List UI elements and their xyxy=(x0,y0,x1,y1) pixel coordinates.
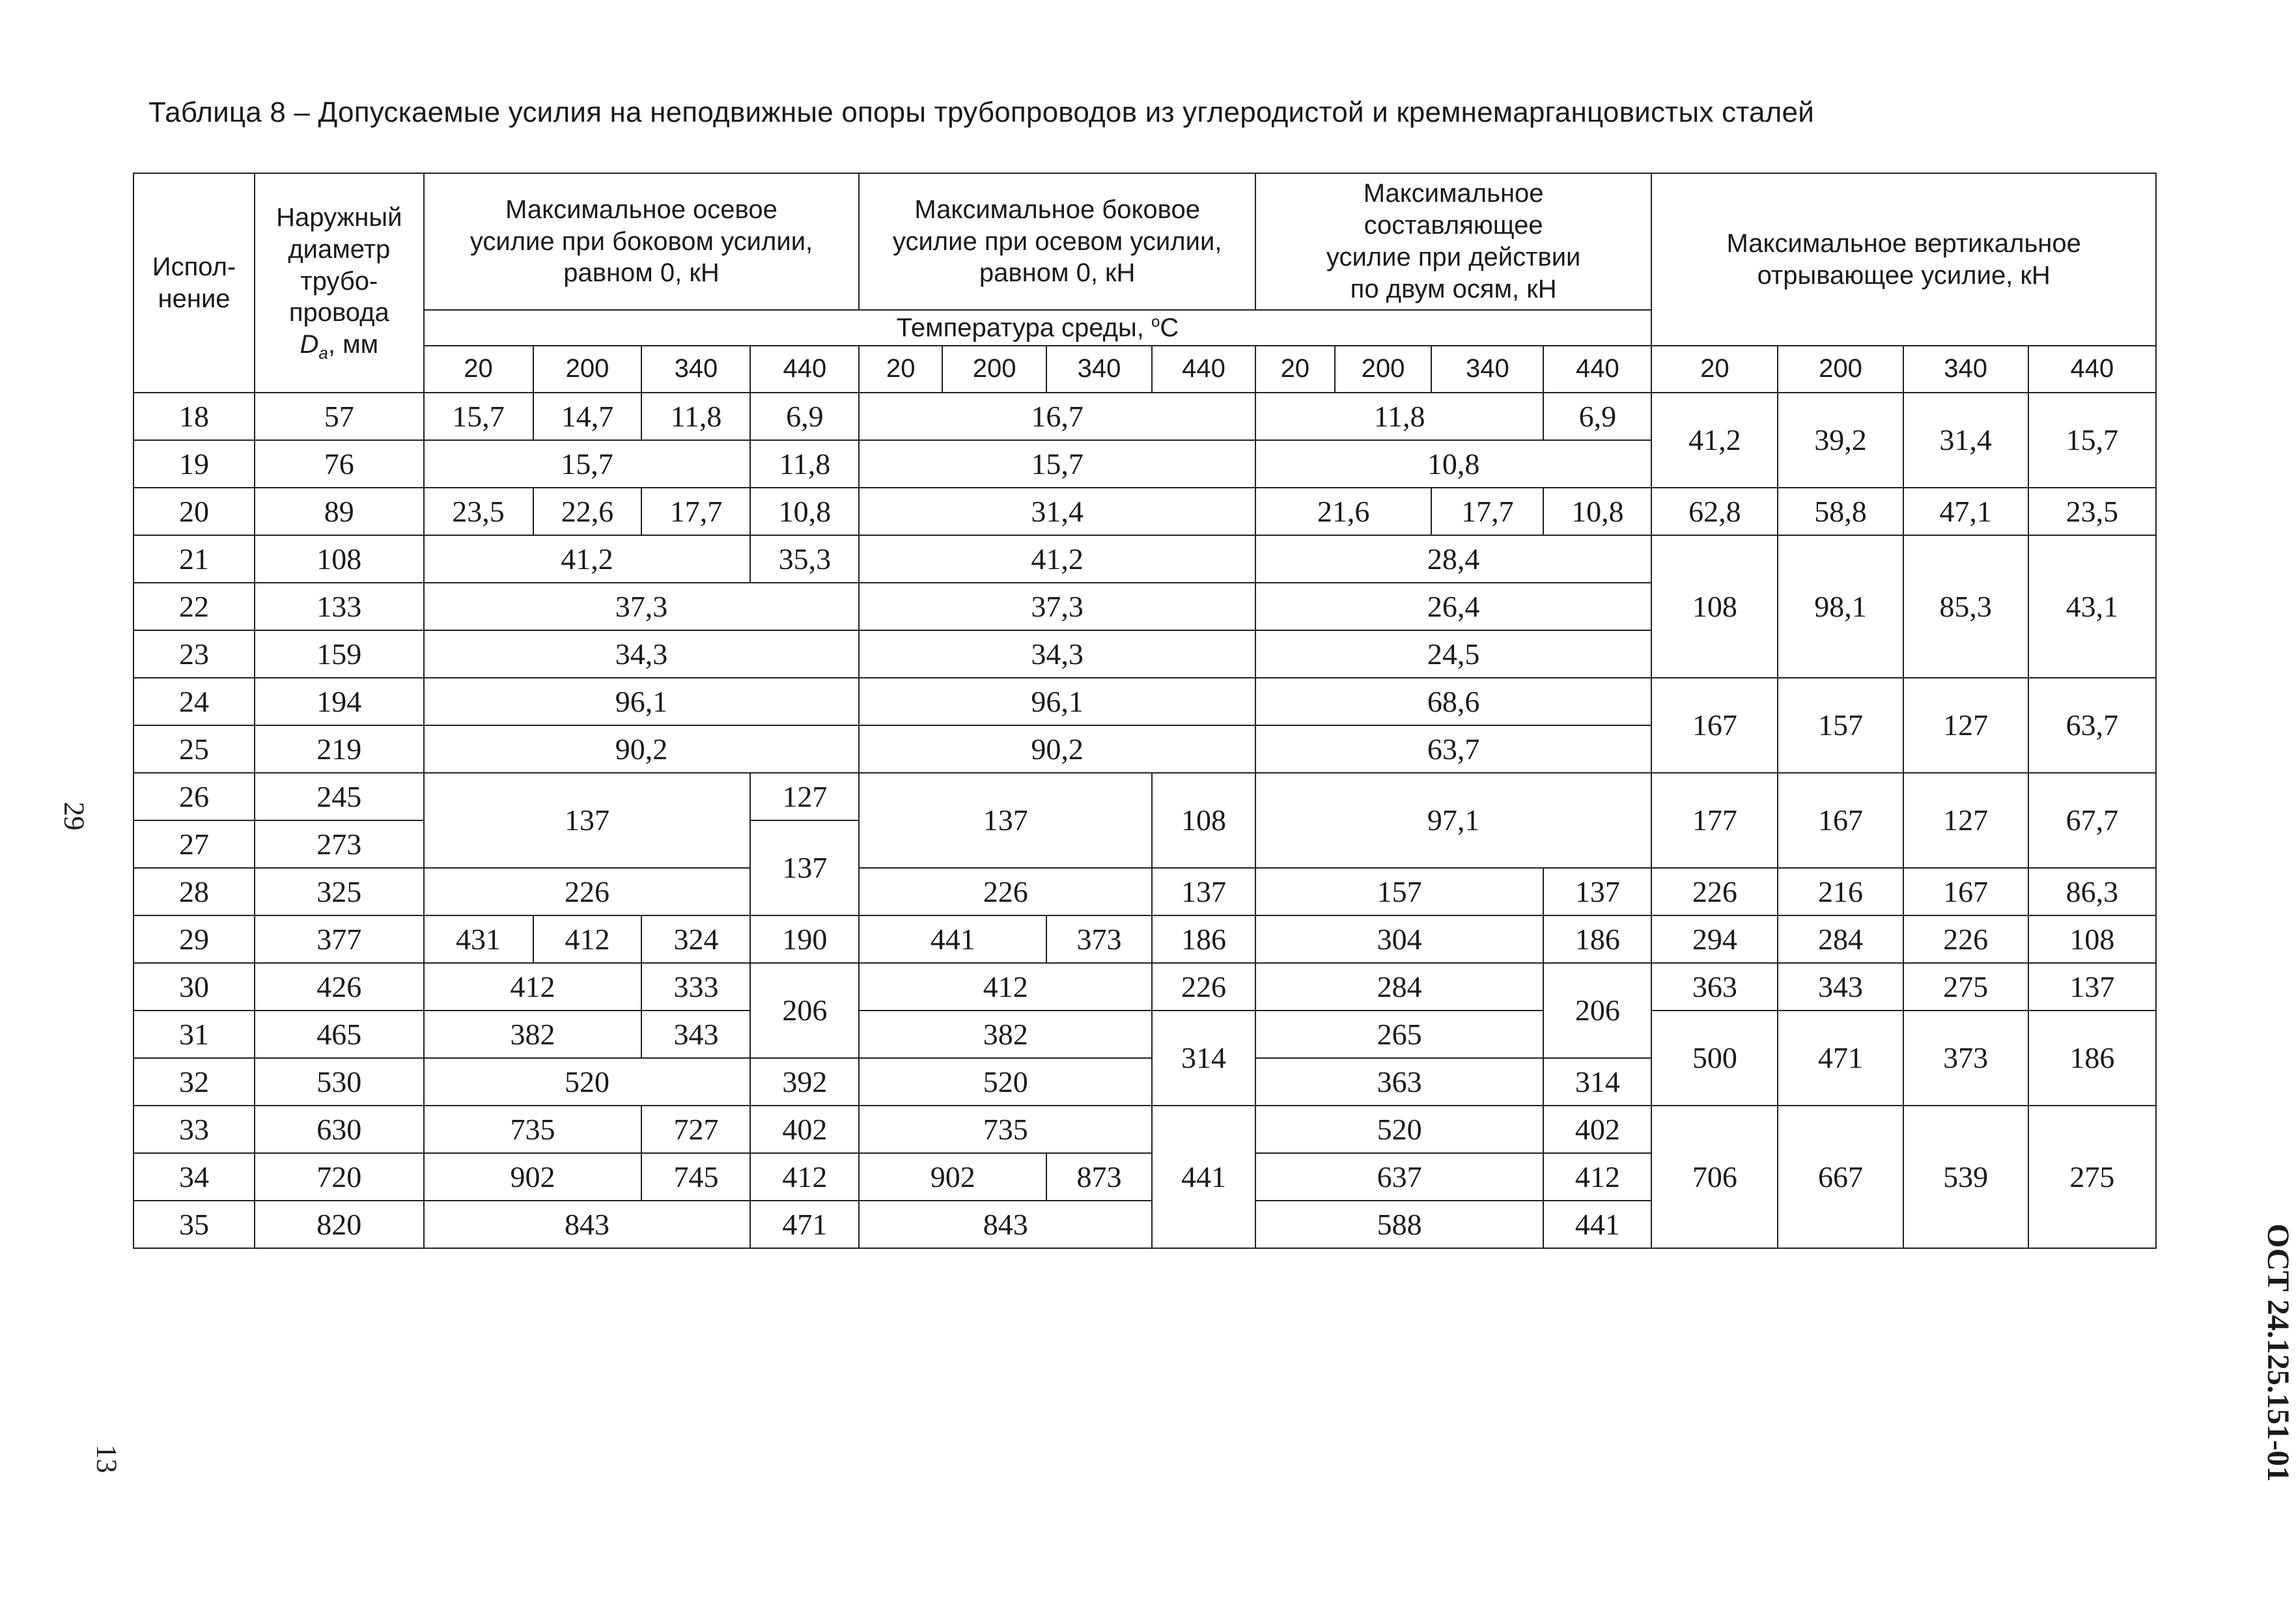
cell-variant: 32 xyxy=(133,1058,255,1106)
cell-variant: 31 xyxy=(133,1011,255,1058)
cell-value: 588 xyxy=(1255,1201,1544,1248)
cell-value: 873 xyxy=(1046,1153,1152,1201)
cell-value: 226 xyxy=(1651,868,1778,915)
cell-variant: 27 xyxy=(133,820,255,868)
cell-value: 333 xyxy=(641,963,750,1011)
cell-value: 412 xyxy=(859,963,1152,1011)
cell-value: 706 xyxy=(1651,1106,1778,1248)
cell-variant: 21 xyxy=(133,535,255,583)
cell-value: 90,2 xyxy=(424,725,860,773)
page-number-top: 29 xyxy=(58,802,91,831)
cell-value: 216 xyxy=(1778,868,1903,915)
header-variant xyxy=(133,173,255,393)
cell-value: 137 xyxy=(1152,868,1255,915)
cell-value: 137 xyxy=(750,820,859,915)
cell-value: 34,3 xyxy=(859,630,1255,678)
cell-variant: 35 xyxy=(133,1201,255,1248)
loads-table xyxy=(133,173,2157,1249)
cell-value: 34,3 xyxy=(424,630,860,678)
cell-value: 500 xyxy=(1651,1011,1778,1106)
cell-variant: 25 xyxy=(133,725,255,773)
temp-axial-20: 20 xyxy=(424,346,533,393)
cell-value: 22,6 xyxy=(533,488,642,535)
header-components xyxy=(1255,173,1651,310)
cell-value: 735 xyxy=(424,1106,642,1153)
header-variant-text: Испол- нение xyxy=(152,252,236,313)
cell-value: 402 xyxy=(1543,1106,1651,1153)
cell-value: 314 xyxy=(1543,1058,1651,1106)
cell-value: 520 xyxy=(424,1058,751,1106)
cell-variant: 24 xyxy=(133,678,255,725)
cell-value: 324 xyxy=(641,915,750,963)
cell-value: 108 xyxy=(2028,915,2156,963)
cell-value: 520 xyxy=(1255,1106,1544,1153)
cell-value: 10,8 xyxy=(1255,440,1651,488)
cell-variant: 26 xyxy=(133,773,255,820)
header-components-text: Максимальное составляющее усилие при действии по двум осям, кН xyxy=(1326,179,1581,303)
cell-value: 37,3 xyxy=(859,583,1255,630)
cell-value: 177 xyxy=(1651,773,1778,868)
diameter-unit: , мм xyxy=(328,330,379,359)
temp-axial-200: 200 xyxy=(533,346,642,393)
temp-components-20: 20 xyxy=(1255,346,1335,393)
temp-vertical-20: 20 xyxy=(1651,346,1778,393)
cell-value: 412 xyxy=(750,1153,859,1201)
cell-value: 186 xyxy=(2028,1011,2156,1106)
cell-value: 343 xyxy=(1778,963,1903,1011)
header-axial xyxy=(424,173,860,310)
table-row xyxy=(133,1011,2156,1058)
cell-value: 471 xyxy=(1778,1011,1903,1106)
cell-value: 186 xyxy=(1152,915,1255,963)
page-number-bottom: 13 xyxy=(91,1444,123,1473)
temp-axial-440: 440 xyxy=(750,346,859,393)
cell-diameter: 57 xyxy=(255,393,423,440)
cell-value: 373 xyxy=(1903,1011,2028,1106)
cell-diameter: 426 xyxy=(255,963,423,1011)
temp-lateral-200: 200 xyxy=(942,346,1046,393)
temp-components-340: 340 xyxy=(1431,346,1543,393)
cell-variant: 33 xyxy=(133,1106,255,1153)
cell-diameter: 630 xyxy=(255,1106,423,1153)
cell-value: 15,7 xyxy=(424,393,533,440)
cell-value: 284 xyxy=(1778,915,1903,963)
cell-value: 41,2 xyxy=(424,535,751,583)
cell-value: 902 xyxy=(424,1153,642,1201)
cell-diameter: 108 xyxy=(255,535,423,583)
header-diameter xyxy=(255,173,423,393)
cell-value: 10,8 xyxy=(750,488,859,535)
cell-diameter: 89 xyxy=(255,488,423,535)
cell-value: 157 xyxy=(1255,868,1544,915)
cell-value: 31,4 xyxy=(1903,393,2028,488)
temp-vertical-440: 440 xyxy=(2028,346,2156,393)
cell-variant: 20 xyxy=(133,488,255,535)
cell-variant: 19 xyxy=(133,440,255,488)
cell-diameter: 273 xyxy=(255,820,423,868)
cell-diameter: 133 xyxy=(255,583,423,630)
cell-value: 727 xyxy=(641,1106,750,1153)
cell-value: 363 xyxy=(1651,963,1778,1011)
table-row xyxy=(133,868,2156,915)
temp-components-440: 440 xyxy=(1543,346,1651,393)
cell-value: 11,8 xyxy=(750,440,859,488)
cell-value: 441 xyxy=(1152,1106,1255,1248)
cell-value: 843 xyxy=(859,1201,1152,1248)
cell-value: 127 xyxy=(1903,773,2028,868)
cell-value: 21,6 xyxy=(1255,488,1432,535)
cell-value: 226 xyxy=(1152,963,1255,1011)
degree-sign: o xyxy=(1151,313,1160,331)
cell-value: 63,7 xyxy=(1255,725,1651,773)
cell-value: 97,1 xyxy=(1255,773,1651,868)
cell-value: 206 xyxy=(1543,963,1651,1058)
cell-diameter: 194 xyxy=(255,678,423,725)
cell-value: 382 xyxy=(424,1011,642,1058)
cell-value: 539 xyxy=(1903,1106,2028,1248)
cell-value: 15,7 xyxy=(424,440,751,488)
cell-value: 86,3 xyxy=(2028,868,2156,915)
table-caption: Таблица 8 – Допускаемые усилия на неподвижные опоры трубопроводов из углеродистой и кремнемарганцовистых сталей xyxy=(148,96,1815,128)
cell-value: 41,2 xyxy=(859,535,1255,583)
header-lateral xyxy=(859,173,1255,310)
cell-value: 226 xyxy=(859,868,1152,915)
cell-value: 392 xyxy=(750,1058,859,1106)
header-temperature-unit: C xyxy=(1160,313,1179,342)
cell-value: 24,5 xyxy=(1255,630,1651,678)
cell-value: 11,8 xyxy=(641,393,750,440)
diameter-symbol: D xyxy=(300,330,319,359)
cell-value: 96,1 xyxy=(424,678,860,725)
cell-value: 14,7 xyxy=(533,393,642,440)
cell-value: 127 xyxy=(750,773,859,820)
cell-value: 26,4 xyxy=(1255,583,1651,630)
cell-value: 17,7 xyxy=(1431,488,1543,535)
cell-value: 85,3 xyxy=(1903,535,2028,678)
cell-value: 441 xyxy=(859,915,1046,963)
cell-value: 843 xyxy=(424,1201,751,1248)
cell-value: 17,7 xyxy=(641,488,750,535)
cell-diameter: 325 xyxy=(255,868,423,915)
cell-value: 96,1 xyxy=(859,678,1255,725)
cell-value: 304 xyxy=(1255,915,1544,963)
temp-lateral-440: 440 xyxy=(1152,346,1255,393)
cell-value: 226 xyxy=(424,868,751,915)
diameter-subscript: а xyxy=(318,343,328,363)
cell-value: 637 xyxy=(1255,1153,1544,1201)
standard-designation: ОСТ 24.125.151-01 xyxy=(2260,1223,2295,1482)
cell-value: 902 xyxy=(859,1153,1046,1201)
cell-value: 47,1 xyxy=(1903,488,2028,535)
header-lateral-text: Максимальное боковое усилие при осевом усилии, равном 0, кН xyxy=(892,195,1222,288)
temp-axial-340: 340 xyxy=(641,346,750,393)
cell-value: 11,8 xyxy=(1255,393,1544,440)
temp-lateral-20: 20 xyxy=(859,346,942,393)
cell-value: 745 xyxy=(641,1153,750,1201)
cell-value: 735 xyxy=(859,1106,1152,1153)
table-row xyxy=(133,535,2156,583)
cell-value: 31,4 xyxy=(859,488,1255,535)
cell-variant: 28 xyxy=(133,868,255,915)
table-row xyxy=(133,915,2156,963)
cell-value: 667 xyxy=(1778,1106,1903,1248)
cell-variant: 29 xyxy=(133,915,255,963)
cell-value: 431 xyxy=(424,915,533,963)
table-row xyxy=(133,773,2156,820)
header-temperature-text: Температура среды, xyxy=(896,313,1151,342)
cell-value: 15,7 xyxy=(859,440,1255,488)
table-row xyxy=(133,393,2156,440)
cell-value: 275 xyxy=(1903,963,2028,1011)
cell-value: 108 xyxy=(1651,535,1778,678)
cell-value: 190 xyxy=(750,915,859,963)
cell-value: 68,6 xyxy=(1255,678,1651,725)
header-axial-text: Максимальное осевое усилие при боковом усилии, равном 0, кН xyxy=(469,195,813,288)
cell-diameter: 219 xyxy=(255,725,423,773)
cell-value: 412 xyxy=(1543,1153,1651,1201)
cell-diameter: 720 xyxy=(255,1153,423,1201)
cell-value: 16,7 xyxy=(859,393,1255,440)
table-row xyxy=(133,963,2156,1011)
cell-diameter: 820 xyxy=(255,1201,423,1248)
cell-value: 441 xyxy=(1543,1201,1651,1248)
cell-value: 98,1 xyxy=(1778,535,1903,678)
cell-value: 137 xyxy=(2028,963,2156,1011)
cell-value: 373 xyxy=(1046,915,1152,963)
cell-value: 6,9 xyxy=(1543,393,1651,440)
temp-components-200: 200 xyxy=(1335,346,1432,393)
cell-value: 6,9 xyxy=(750,393,859,440)
header-vertical xyxy=(1651,173,2156,346)
cell-value: 520 xyxy=(859,1058,1152,1106)
cell-value: 294 xyxy=(1651,915,1778,963)
cell-value: 58,8 xyxy=(1778,488,1903,535)
temp-vertical-340: 340 xyxy=(1903,346,2028,393)
cell-value: 314 xyxy=(1152,1011,1255,1106)
cell-diameter: 159 xyxy=(255,630,423,678)
cell-diameter: 530 xyxy=(255,1058,423,1106)
cell-value: 206 xyxy=(750,963,859,1058)
cell-value: 23,5 xyxy=(424,488,533,535)
cell-value: 137 xyxy=(859,773,1152,868)
cell-variant: 22 xyxy=(133,583,255,630)
cell-value: 23,5 xyxy=(2028,488,2156,535)
cell-value: 284 xyxy=(1255,963,1544,1011)
cell-value: 35,3 xyxy=(750,535,859,583)
cell-value: 37,3 xyxy=(424,583,860,630)
temp-vertical-200: 200 xyxy=(1778,346,1903,393)
cell-value: 167 xyxy=(1778,773,1903,868)
cell-value: 363 xyxy=(1255,1058,1544,1106)
cell-value: 127 xyxy=(1903,678,2028,773)
cell-value: 39,2 xyxy=(1778,393,1903,488)
cell-value: 67,7 xyxy=(2028,773,2156,868)
temp-lateral-340: 340 xyxy=(1046,346,1152,393)
cell-value: 62,8 xyxy=(1651,488,1778,535)
cell-variant: 23 xyxy=(133,630,255,678)
cell-diameter: 377 xyxy=(255,915,423,963)
header-diameter-text: Наружный диаметр трубо- провода xyxy=(276,203,402,328)
cell-value: 90,2 xyxy=(859,725,1255,773)
header-temperature xyxy=(424,310,1652,346)
cell-value: 186 xyxy=(1543,915,1651,963)
table-row xyxy=(133,488,2156,535)
header-vertical-text: Максимальное вертикальное отрывающее усилие, кН xyxy=(1726,229,2081,290)
cell-diameter: 465 xyxy=(255,1011,423,1058)
cell-variant: 34 xyxy=(133,1153,255,1201)
table-row xyxy=(133,678,2156,725)
cell-value: 63,7 xyxy=(2028,678,2156,773)
cell-value: 412 xyxy=(533,915,642,963)
cell-value: 412 xyxy=(424,963,642,1011)
cell-value: 167 xyxy=(1903,868,2028,915)
cell-value: 343 xyxy=(641,1011,750,1058)
cell-value: 43,1 xyxy=(2028,535,2156,678)
cell-value: 471 xyxy=(750,1201,859,1248)
cell-value: 28,4 xyxy=(1255,535,1651,583)
cell-value: 137 xyxy=(1543,868,1651,915)
cell-value: 382 xyxy=(859,1011,1152,1058)
cell-value: 10,8 xyxy=(1543,488,1651,535)
cell-diameter: 245 xyxy=(255,773,423,820)
cell-value: 108 xyxy=(1152,773,1255,868)
cell-value: 226 xyxy=(1903,915,2028,963)
cell-variant: 18 xyxy=(133,393,255,440)
cell-variant: 30 xyxy=(133,963,255,1011)
cell-value: 167 xyxy=(1651,678,1778,773)
table-row xyxy=(133,1106,2156,1153)
cell-value: 137 xyxy=(424,773,751,868)
cell-value: 275 xyxy=(2028,1106,2156,1248)
cell-value: 157 xyxy=(1778,678,1903,773)
cell-value: 402 xyxy=(750,1106,859,1153)
cell-value: 41,2 xyxy=(1651,393,1778,488)
cell-value: 265 xyxy=(1255,1011,1544,1058)
cell-value: 15,7 xyxy=(2028,393,2156,488)
cell-diameter: 76 xyxy=(255,440,423,488)
